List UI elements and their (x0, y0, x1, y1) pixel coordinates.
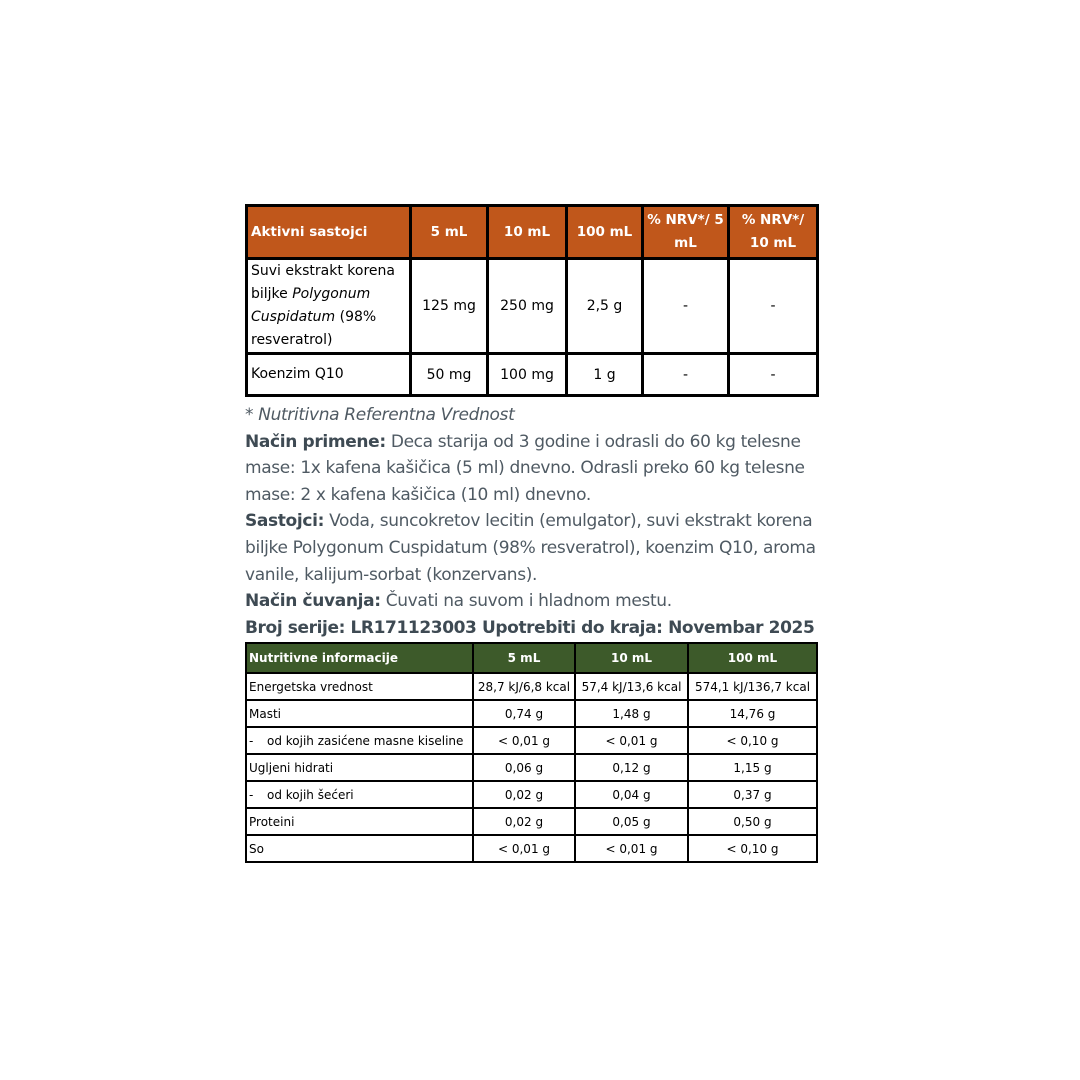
value-10ml: 0,05 g (575, 808, 688, 835)
nutrition-table (245, 642, 818, 863)
header-nutrition-info: Nutritivne informacije (246, 643, 473, 673)
nrv-footnote: * Nutritivna Referentna Vrednost (245, 405, 515, 425)
header-nrv-5ml: % NRV*/ 5 mL (643, 206, 729, 259)
usage-paragraph (245, 429, 817, 509)
product-info-text (245, 402, 817, 641)
value-100ml: < 0,10 g (688, 727, 817, 754)
ingredients-paragraph (245, 508, 817, 588)
value-10ml: < 0,01 g (575, 835, 688, 862)
value-5ml: 0,02 g (473, 808, 575, 835)
value-5ml: < 0,01 g (473, 727, 575, 754)
table-row (246, 673, 817, 700)
nutrient-name: Masti (246, 700, 473, 727)
storage-label: Način čuvanja: (245, 591, 381, 612)
value-5ml: 50 mg (411, 354, 488, 396)
active-table-header (247, 206, 818, 259)
sub-item-dash: - (249, 787, 254, 802)
table-row (246, 727, 817, 754)
header-nrv-10ml: % NRV*/ 10 mL (729, 206, 818, 259)
storage-text: Čuvati na suvom i hladnom mestu. (380, 591, 672, 612)
value-nrv-10ml: - (729, 259, 818, 354)
value-10ml: 0,04 g (575, 781, 688, 808)
value-10ml: 57,4 kJ/13,6 kcal (575, 673, 688, 700)
nutrient-name: So (246, 835, 473, 862)
header-100ml: 100 mL (688, 643, 817, 673)
nutrient-name: Ugljeni hidrati (246, 754, 473, 781)
ingredient-name: Suvi ekstrakt korena biljke Polygonum Cuspidatum (98% resveratrol) (247, 259, 411, 354)
value-10ml: 100 mg (488, 354, 567, 396)
header-10ml: 10 mL (575, 643, 688, 673)
value-5ml: 0,74 g (473, 700, 575, 727)
value-10ml: < 0,01 g (575, 727, 688, 754)
usage-label: Način primene: (245, 431, 386, 452)
value-100ml: 14,76 g (688, 700, 817, 727)
table-row (246, 700, 817, 727)
ingredient-name: Koenzim Q10 (247, 354, 411, 396)
table-row (247, 354, 818, 396)
table-row (247, 259, 818, 354)
value-10ml: 1,48 g (575, 700, 688, 727)
value-100ml: 0,50 g (688, 808, 817, 835)
value-100ml: < 0,10 g (688, 835, 817, 862)
header-5ml: 5 mL (411, 206, 488, 259)
active-ingredients-table (245, 204, 819, 397)
value-100ml: 2,5 g (567, 259, 643, 354)
value-10ml: 0,12 g (575, 754, 688, 781)
value-5ml: < 0,01 g (473, 835, 575, 862)
usage-text: Deca starija od 3 godine i odrasli do 60 kg telesne mase: 1x kafena kašičica (5 ml) dnevno. Odrasli preko 60 kg telesne mase: 2 x kafena kašičica (10 ml) dnevno. (245, 431, 805, 505)
value-nrv-5ml: - (643, 354, 729, 396)
header-active-ingredients: Aktivni sastojci (247, 206, 411, 259)
table-row (246, 808, 817, 835)
header-10ml: 10 mL (488, 206, 567, 259)
table-row (246, 835, 817, 862)
value-5ml: 125 mg (411, 259, 488, 354)
product-label (245, 204, 817, 863)
value-100ml: 0,37 g (688, 781, 817, 808)
nutrient-name: Proteini (246, 808, 473, 835)
value-100ml: 1 g (567, 354, 643, 396)
nutrient-name: - od kojih šećeri (246, 781, 473, 808)
sub-item-dash: - (249, 733, 254, 748)
value-100ml: 1,15 g (688, 754, 817, 781)
header-5ml: 5 mL (473, 643, 575, 673)
serial-and-expiry: Broj serije: LR171123003 Upotrebiti do kraja: Novembar 2025 (245, 617, 815, 638)
table-row (246, 754, 817, 781)
storage-paragraph (245, 588, 817, 615)
value-10ml: 250 mg (488, 259, 567, 354)
value-5ml: 28,7 kJ/6,8 kcal (473, 673, 575, 700)
nutrition-table-header (246, 643, 817, 673)
value-100ml: 574,1 kJ/136,7 kcal (688, 673, 817, 700)
header-100ml: 100 mL (567, 206, 643, 259)
ingredients-label: Sastojci: (245, 511, 325, 532)
ingredients-text: Voda, suncokretov lecitin (emulgator), suvi ekstrakt korena biljke Polygonum Cuspidatum (98% resveratrol), koenzim Q10, aroma vanile, kalijum-sorbat (konzervans). (245, 511, 816, 585)
value-nrv-5ml: - (643, 259, 729, 354)
value-nrv-10ml: - (729, 354, 818, 396)
value-5ml: 0,06 g (473, 754, 575, 781)
table-row (246, 781, 817, 808)
nutrient-name: - od kojih zasićene masne kiseline (246, 727, 473, 754)
value-5ml: 0,02 g (473, 781, 575, 808)
nutrient-name: Energetska vrednost (246, 673, 473, 700)
